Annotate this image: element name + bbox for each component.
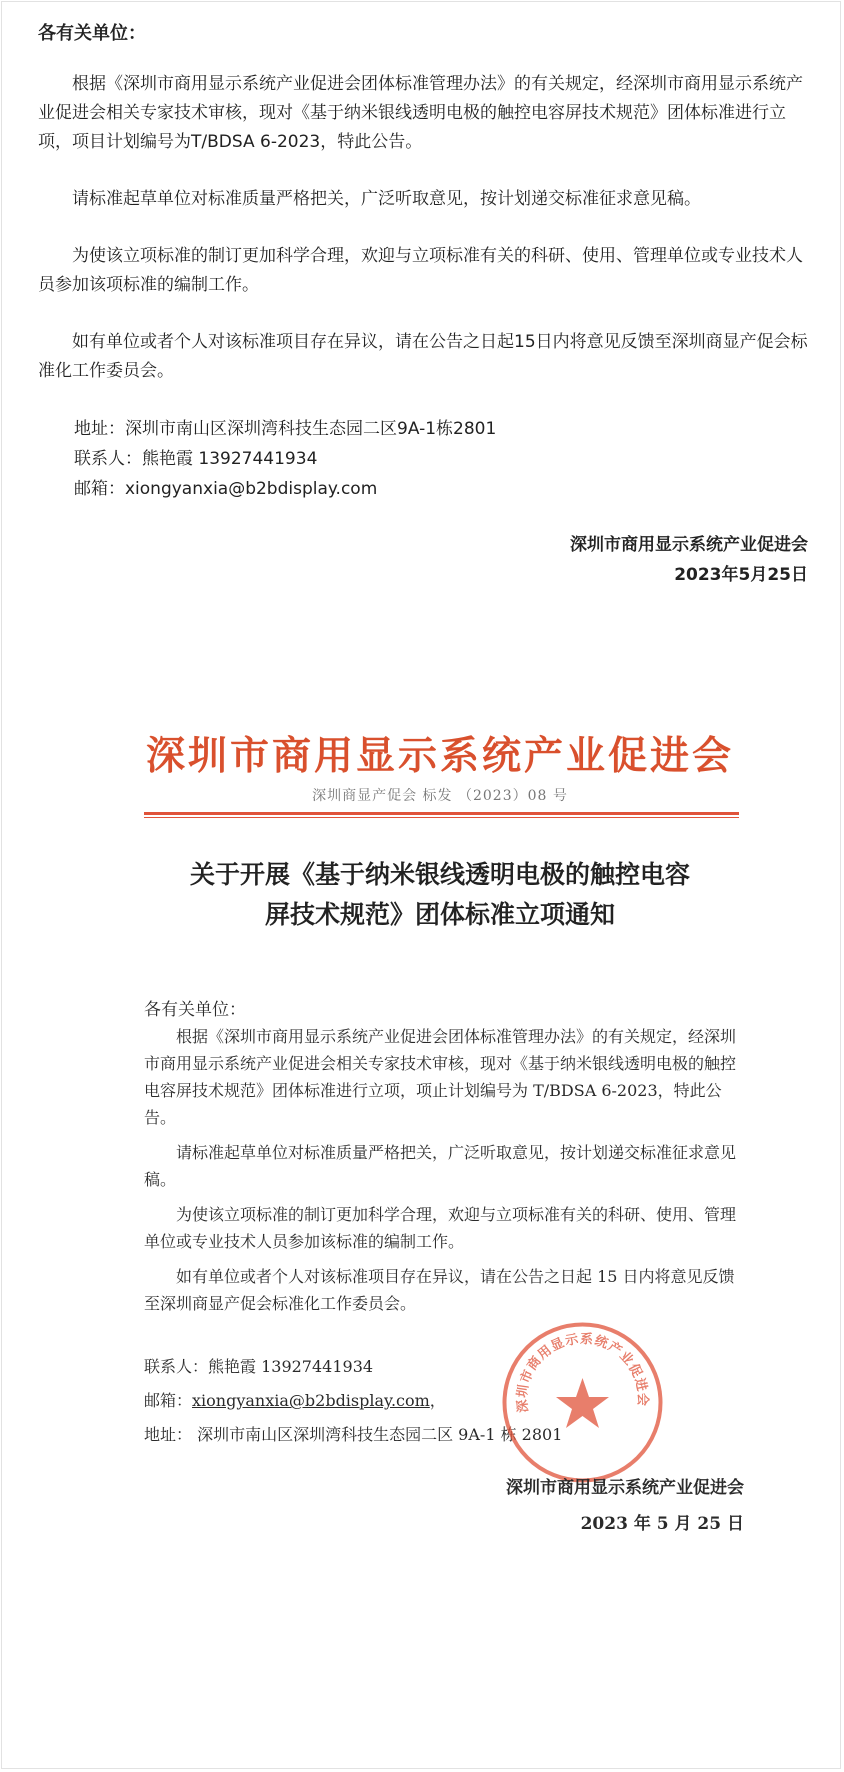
- announcement-salutation: 各有关单位：: [38, 23, 146, 44]
- announcement: [38, 20, 808, 590]
- announcement-email: 邮箱：xiongyanxia@b2bdisplay.com: [74, 479, 378, 499]
- document-paragraph: 根据《深圳市商用显示系统产业促进会团体标准管理办法》的有关规定，经深圳市商用显示系统产业促进会相关专家技术审核，现对《基于纳米银线透明电极的触控电容屏技术规范》团体标准进行立项，项止计划编号为 T/BDSA 6-2023，特此公告。: [144, 1027, 737, 1127]
- announcement-paragraph: 为使该立项标准的制订更加科学合理，欢迎与立项标准有关的科研、使用、管理单位或专业技术人员参加该项标准的编制工作。: [38, 246, 803, 295]
- document-paragraph: 为使该立项标准的制订更加科学合理，欢迎与立项标准有关的科研、使用、管理单位或专业技术人员参加该标准的编制工作。: [144, 1205, 737, 1251]
- announcement-paragraph: 请标准起草单位对标准质量严格把关，广泛听取意见，按计划递交标准征求意见稿。: [72, 189, 701, 209]
- document-number: 深圳商显产促会 标发 （2023）08 号: [312, 788, 568, 804]
- official-seal-icon: [500, 1320, 665, 1485]
- announcement-signature-org: 深圳市商用显示系统产业促进会: [570, 535, 808, 555]
- document-paragraph: 请标准起草单位对标准质量严格把关，广泛听取意见，按计划递交标准征求意见稿。: [144, 1143, 737, 1189]
- scanned-document: [110, 705, 744, 1765]
- document-title: [130, 855, 750, 935]
- document-paragraph: 如有单位或者个人对该标准项目存在异议，请在公告之日起 15 日内将意见反馈至深圳商显产促会标准化工作委员会。: [144, 1267, 735, 1313]
- document-signature: [144, 1470, 744, 1542]
- announcement-paragraph: 根据《深圳市商用显示系统产业促进会团体标准管理办法》的有关规定，经深圳市商用显示系统产业促进会相关专家技术审核，现对《基于纳米银线透明电极的触控电容屏技术规范》团体标准进行立项，项目计划编号为T/BDSA 6-2023，特此公告。: [38, 74, 803, 152]
- document-email-suffix: ，: [429, 1391, 446, 1410]
- document-contact-person: 联系人：熊艳霞 13927441934: [144, 1357, 374, 1376]
- document-address: 地址： 深圳市南山区深圳湾科技生态园二区 9A-1 栋 2801: [144, 1425, 563, 1444]
- announcement-signature-date: 2023年5月25日: [674, 565, 808, 585]
- red-header-rule: [144, 812, 739, 815]
- document-title-line1: 关于开展《基于纳米银线透明电极的触控电容: [189, 860, 690, 889]
- document-email-link[interactable]: xiongyanxia@b2bdisplay.com: [192, 1391, 430, 1410]
- document-org-header: 深圳市商用显示系统产业促进会: [145, 733, 734, 779]
- document-signature-org: 深圳市商用显示系统产业促进会: [506, 1478, 744, 1498]
- document-title-line2: 屏技术规范》团体标准立项通知: [264, 900, 615, 929]
- announcement-paragraph: 如有单位或者个人对该标准项目存在异议，请在公告之日起15日内将意见反馈至深圳商显产促会标准化工作委员会。: [38, 332, 808, 381]
- document-signature-date: 2023 年 5 月 25 日: [580, 1514, 744, 1534]
- seal-text: 深圳市商用显示系统产业促进会: [515, 1331, 650, 1414]
- announcement-address: 地址：深圳市南山区深圳湾科技生态园二区9A-1栋2801: [74, 419, 497, 439]
- document-body: [144, 1023, 744, 1325]
- document-salutation: 各有关单位：: [144, 1000, 246, 1020]
- red-header-rule-thin: [144, 817, 739, 818]
- announcement-contact-person: 联系人：熊艳霞 13927441934: [74, 449, 318, 469]
- document-email-label: 邮箱：: [144, 1391, 193, 1410]
